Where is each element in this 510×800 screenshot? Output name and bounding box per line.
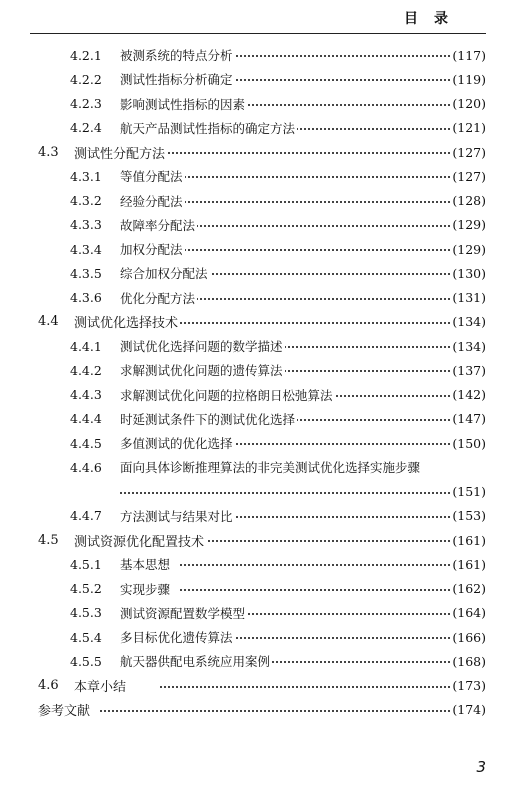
- toc-entry-number: 4.3.4: [70, 241, 102, 257]
- toc-entry-number: 4.4.6: [70, 459, 102, 475]
- toc-entry-title: 航天器供配电系统应用案例: [120, 654, 271, 670]
- toc-entry-title: 经验分配法: [120, 193, 183, 209]
- toc-entry-page: (147): [452, 411, 486, 427]
- toc-entry: [0, 431, 510, 455]
- dot-leader: [180, 249, 454, 251]
- toc-entry-title: 优化分配方法: [120, 290, 196, 306]
- toc-entry-title: 面向具体诊断推理算法的非完美测试优化选择实施步骤: [120, 460, 421, 476]
- toc-entry: [0, 116, 510, 140]
- toc-entry-title: 测试资源配置数学模型: [120, 605, 246, 621]
- toc-entry-page: (150): [452, 435, 486, 451]
- toc-entry: [0, 698, 510, 722]
- toc-entry-number: 4.3: [38, 144, 59, 160]
- dot-leader: [160, 686, 454, 688]
- toc-entry-page: (121): [452, 120, 486, 136]
- toc-entry-number: 4.2.4: [70, 120, 102, 136]
- toc-entry-number: 4.4.7: [70, 508, 102, 524]
- toc-entry: [0, 601, 510, 625]
- toc-entry-title: 加权分配法: [120, 242, 183, 258]
- toc-entry: [0, 455, 510, 479]
- toc-entry-page: (137): [452, 362, 486, 378]
- toc-entry-number: 4.3.5: [70, 265, 102, 281]
- toc-entry: [0, 480, 510, 504]
- toc-entry-page: (162): [452, 581, 486, 597]
- toc-entry: [0, 67, 510, 91]
- dot-leader: [180, 225, 454, 227]
- toc-entry-title: 求解测试优化问题的遗传算法: [120, 363, 283, 379]
- toc-entry-number: 4.4.5: [70, 435, 102, 451]
- toc-entry-page: (134): [452, 314, 486, 330]
- toc-entry-title: 求解测试优化问题的拉格朗日松弛算法: [120, 387, 333, 403]
- toc-entry: [0, 43, 510, 67]
- toc-entry: [0, 649, 510, 673]
- toc-entry-number: 4.2.1: [70, 47, 102, 63]
- toc-entry-page: (151): [452, 484, 486, 500]
- dot-leader: [180, 564, 454, 566]
- toc-entry-page: (174): [452, 702, 486, 718]
- toc-entry-number: 4.6: [38, 678, 59, 694]
- header-rule: [30, 33, 486, 34]
- toc-entry-title: 方法测试与结果对比: [120, 508, 233, 524]
- toc-entry: [0, 674, 510, 698]
- dot-leader: [160, 322, 454, 324]
- toc-entry-title: 多目标优化遗传算法: [120, 630, 233, 646]
- toc-entry-number: 4.5.2: [70, 581, 102, 597]
- toc-entry-title: 测试性指标分析确定: [120, 72, 233, 88]
- toc-entry-page: (164): [452, 605, 486, 621]
- toc-entry-number: 4.5: [38, 532, 59, 548]
- toc-entry: [0, 189, 510, 213]
- table-of-contents: [0, 43, 510, 722]
- toc-entry-number: 4.5.5: [70, 653, 102, 669]
- toc-entry: [0, 140, 510, 164]
- toc-entry-number: 4.5.3: [70, 605, 102, 621]
- toc-entry-page: (168): [452, 653, 486, 669]
- toc-entry: [0, 286, 510, 310]
- toc-entry-page: (129): [452, 241, 486, 257]
- dot-leader: [160, 152, 454, 154]
- toc-entry-page: (119): [452, 71, 486, 87]
- toc-entry-title: 故障率分配法: [120, 217, 196, 233]
- toc-entry-number: 4.4.4: [70, 411, 102, 427]
- toc-entry-number: 4.3.1: [70, 168, 102, 184]
- toc-entry: [0, 334, 510, 358]
- toc-entry-title: 航天产品测试性指标的确定方法: [120, 120, 296, 136]
- toc-entry-title: 测试优化选择技术: [74, 312, 180, 331]
- toc-entry-title: 时延测试条件下的测试优化选择: [120, 411, 296, 427]
- toc-entry-number: 4.5.1: [70, 556, 102, 572]
- toc-entry-title: 综合加权分配法: [120, 266, 208, 282]
- toc-entry-number: 4.5.4: [70, 629, 102, 645]
- dot-leader: [180, 176, 454, 178]
- toc-entry: [0, 407, 510, 431]
- toc-entry-page: (117): [452, 47, 486, 63]
- toc-entry-number: 4.3.6: [70, 290, 102, 306]
- dot-leader: [180, 298, 454, 300]
- toc-entry: [0, 261, 510, 285]
- toc-entry: [0, 92, 510, 116]
- toc-entry-title: 本章小结: [74, 676, 128, 695]
- toc-entry-title: 等值分配法: [120, 169, 183, 185]
- toc-entry-page: (131): [452, 290, 486, 306]
- toc-entry: [0, 504, 510, 528]
- dot-leader: [100, 710, 454, 712]
- toc-entry: [0, 164, 510, 188]
- toc-entry-number: 4.4: [38, 314, 59, 330]
- toc-entry: [0, 383, 510, 407]
- toc-entry-page: (173): [452, 678, 486, 694]
- toc-entry-title: 测试性分配方法: [74, 143, 167, 162]
- toc-entry-number: 4.4.3: [70, 387, 102, 403]
- toc-entry-number: 4.3.2: [70, 193, 102, 209]
- dot-leader: [180, 589, 454, 591]
- toc-entry-title: 多值测试的优化选择: [120, 436, 233, 452]
- toc-entry-page: (127): [452, 168, 486, 184]
- toc-entry-page: (166): [452, 629, 486, 645]
- toc-entry-number: 4.4.2: [70, 362, 102, 378]
- toc-entry-title: 实现步骤: [120, 581, 171, 597]
- running-header-title: 目录: [404, 11, 464, 27]
- toc-entry-page: (130): [452, 265, 486, 281]
- toc-entry-title: 被测系统的特点分析: [120, 48, 233, 64]
- toc-entry-number: 4.2.3: [70, 96, 102, 112]
- toc-entry: [0, 310, 510, 334]
- toc-entry-page: (128): [452, 193, 486, 209]
- toc-entry: [0, 237, 510, 261]
- toc-entry: [0, 358, 510, 382]
- toc-entry: [0, 213, 510, 237]
- toc-entry-page: (129): [452, 217, 486, 233]
- toc-entry-number: 4.2.2: [70, 71, 102, 87]
- dot-leader: [180, 273, 454, 275]
- toc-entry-title: 测试优化选择问题的数学描述: [120, 339, 283, 355]
- dot-leader: [120, 492, 454, 494]
- toc-entry-page: (134): [452, 338, 486, 354]
- toc-entry: [0, 577, 510, 601]
- dot-leader: [180, 201, 454, 203]
- toc-entry-page: (161): [452, 532, 486, 548]
- toc-entry: [0, 528, 510, 552]
- toc-entry-page: (153): [452, 508, 486, 524]
- toc-entry-page: (161): [452, 556, 486, 572]
- page-number: 3: [476, 758, 486, 776]
- toc-entry-title: 基本思想: [120, 557, 171, 573]
- toc-entry-title: 参考文献: [38, 700, 92, 719]
- toc-entry-number: 4.4.1: [70, 338, 102, 354]
- toc-entry-title: 影响测试性指标的因素: [120, 96, 246, 112]
- toc-entry-page: (142): [452, 387, 486, 403]
- toc-entry-page: (120): [452, 96, 486, 112]
- toc-entry: [0, 552, 510, 576]
- toc-entry-page: (127): [452, 144, 486, 160]
- toc-entry-title: 测试资源优化配置技术: [74, 531, 206, 550]
- toc-entry: [0, 625, 510, 649]
- toc-entry-number: 4.3.3: [70, 217, 102, 233]
